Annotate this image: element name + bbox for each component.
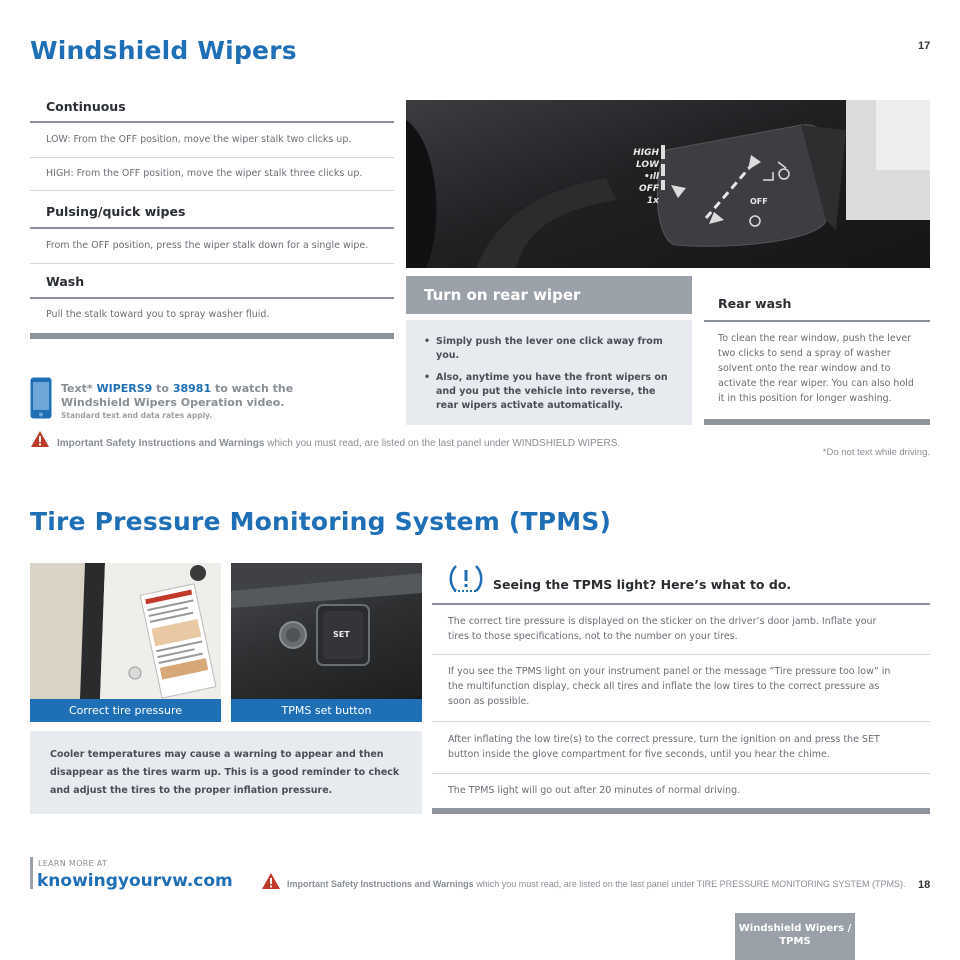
text-prompt-pre: Text* bbox=[61, 382, 93, 395]
cooler-temperature-note bbox=[30, 731, 422, 814]
warning-rest: which you must read, are listed on the last panel under WINDSHIELD WIPERS. bbox=[267, 438, 621, 449]
warning-icon bbox=[261, 872, 281, 890]
divider bbox=[432, 721, 930, 722]
warning-bold: Important Safety Instructions and Warnings bbox=[57, 438, 265, 449]
warning-bold: Important Safety Instructions and Warnings bbox=[287, 879, 474, 889]
section-end-rule bbox=[704, 419, 930, 425]
wipers-warning bbox=[57, 438, 620, 449]
text-prompt-post: to watch the bbox=[214, 382, 294, 395]
divider bbox=[432, 654, 930, 655]
divider bbox=[30, 190, 394, 191]
stalk-label-once: 1x bbox=[646, 196, 659, 206]
section-tab[interactable]: Windshield Wipers / TPMS bbox=[735, 913, 855, 960]
divider bbox=[432, 603, 930, 605]
rear-wiper-bullets bbox=[424, 335, 674, 413]
continuous-low-text: LOW: From the OFF position, move the wiper stalk two clicks up. bbox=[46, 134, 352, 145]
list-item: • Also, anytime you have the front wipers on and you put the vehicle into reverse, the rear wipers activate automatically. bbox=[424, 371, 674, 413]
section-end-rule bbox=[432, 808, 930, 814]
wash-heading: Wash bbox=[46, 274, 85, 289]
list-item: • Simply push the lever one click away from you. bbox=[424, 335, 674, 363]
tpms-warning bbox=[287, 879, 906, 889]
text-code: WIPERS9 bbox=[96, 382, 153, 395]
divider bbox=[432, 773, 930, 774]
rear-wiper-heading: Turn on rear wiper bbox=[406, 276, 692, 314]
stalk-label-rear-off: OFF bbox=[750, 197, 768, 206]
wash-text: Pull the stalk toward you to spray washer fluid. bbox=[46, 309, 270, 320]
continuous-heading: Continuous bbox=[46, 99, 126, 114]
divider bbox=[30, 157, 394, 158]
footer-accent-bar bbox=[30, 857, 33, 889]
stalk-label-low: LOW bbox=[636, 160, 659, 170]
tpms-paragraph: After inflating the low tire(s) to the correct pressure, turn the ignition on and press the SET button inside the glove compartment for five seconds, until you hear the chime. bbox=[448, 734, 880, 760]
pulsing-text: From the OFF position, press the wiper stalk down for a single wipe. bbox=[46, 240, 369, 251]
phone-icon bbox=[30, 377, 52, 419]
correct-tire-pressure-label: Correct tire pressure bbox=[30, 699, 221, 722]
stalk-label-off: OFF bbox=[639, 184, 659, 194]
page-number-top: 17 bbox=[918, 40, 931, 52]
stalk-labels bbox=[625, 147, 659, 207]
divider bbox=[30, 227, 394, 229]
tpms-title: Tire Pressure Monitoring System (TPMS) bbox=[30, 507, 612, 536]
learn-more-label: LEARN MORE AT bbox=[38, 859, 108, 868]
cooler-note-text: Cooler temperatures may cause a warning to appear and then disappear as the tires warm up. This is a good reminder to check and adjust the tires to the proper inflation pressure. bbox=[50, 749, 400, 796]
tpms-paragraph: The TPMS light will go out after 20 minutes of normal driving. bbox=[448, 785, 741, 796]
wiper-stalk-photo bbox=[406, 100, 930, 268]
section-end-rule bbox=[30, 333, 394, 339]
website-link[interactable]: knowingyourvw.com bbox=[37, 871, 233, 891]
divider bbox=[704, 320, 930, 322]
stalk-label-high: HIGH bbox=[633, 148, 659, 158]
set-button-label: SET bbox=[333, 630, 350, 639]
footnote: *Do not text while driving. bbox=[822, 447, 930, 458]
tpms-set-button-label: TPMS set button bbox=[231, 699, 422, 722]
tpms-warning-light-icon bbox=[448, 563, 484, 595]
rear-wiper-panel bbox=[406, 320, 692, 425]
rear-wash-heading: Rear wash bbox=[718, 296, 792, 311]
door-jamb-photo bbox=[30, 563, 221, 699]
divider bbox=[30, 263, 394, 264]
warning-rest: which you must read, are listed on the last panel under TIRE PRESSURE MONITORING SYSTEM (TPMS). bbox=[476, 879, 906, 889]
text-number: 38981 bbox=[172, 382, 212, 395]
divider bbox=[30, 121, 394, 123]
warning-icon bbox=[30, 430, 50, 448]
pulsing-heading: Pulsing/quick wipes bbox=[46, 204, 186, 219]
continuous-high-text: HIGH: From the OFF position, move the wiper stalk three clicks up. bbox=[46, 168, 363, 179]
wipers-title: Windshield Wipers bbox=[30, 36, 297, 65]
page-number-bottom: 18 bbox=[918, 879, 931, 891]
text-prompt-to: to bbox=[156, 382, 169, 395]
stalk-label-int: •ıll bbox=[643, 172, 659, 182]
tpms-light-heading: Seeing the TPMS light? Here’s what to do. bbox=[493, 577, 792, 592]
text-prompt bbox=[61, 382, 293, 395]
tpms-paragraph: The correct tire pressure is displayed on the sticker on the driver’s door jamb. Inflate your tires to those specifications, not to the number on your tires. bbox=[448, 616, 877, 642]
text-prompt-line2: Windshield Wipers Operation video. bbox=[61, 396, 285, 409]
tpms-button-photo bbox=[231, 563, 422, 699]
rear-wash-text: To clean the rear window, push the lever two clicks to send a spray of washer solvent onto the rear window and to activate the rear wiper. You can also hold it in this position for longer washing. bbox=[718, 333, 914, 404]
tpms-paragraph: If you see the TPMS light on your instrument panel or the message “Tire pressure too low” in the multifunction display, check all tires and inflate the low tires to the correct pressure as soon as possible. bbox=[448, 666, 891, 707]
divider bbox=[30, 297, 394, 299]
text-prompt-line3: Standard text and data rates apply. bbox=[61, 411, 213, 420]
